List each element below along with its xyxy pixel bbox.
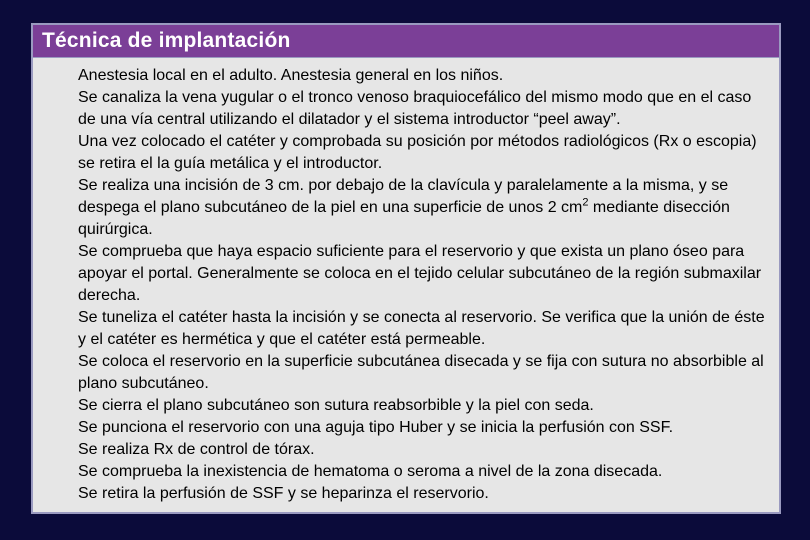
list-item	[33, 241, 779, 307]
list-item-text: Se retira la perfusión de SSF y se heparinza el reservorio.	[78, 485, 489, 502]
list-item	[33, 87, 779, 131]
superscript-2: 2	[582, 196, 589, 209]
list-item-text: Se punciona el reservorio con una aguja tipo Huber y se inicia la perfusión con SSF.	[78, 419, 674, 436]
list-item	[33, 131, 779, 175]
list-item	[33, 439, 779, 461]
list-item-text: Anestesia local en el adulto. Anestesia general en los niños.	[78, 67, 504, 84]
list-item-text: Se realiza una incisión de 3 cm. por debajo de la clavícula y paralelamente a la misma, y se despega el plano subcutáneo de la piel en una superficie de unos 2 cm	[78, 177, 729, 216]
list-item	[33, 351, 779, 395]
list-item	[33, 307, 779, 351]
title-bar	[33, 25, 779, 58]
list-item	[33, 395, 779, 417]
slide-title: Técnica de implantación	[42, 29, 291, 52]
list-item-text: Una vez colocado el catéter y comprobada su posición por métodos radiológicos (Rx o escopia) se retira el la guía metálica y el introductor.	[78, 133, 757, 172]
list-item	[33, 461, 779, 483]
list-item-text: Se comprueba la inexistencia de hematoma o seroma a nivel de la zona disecada.	[78, 463, 663, 480]
list-item-text: Se realiza Rx de control de tórax.	[78, 441, 315, 458]
list-item	[33, 483, 779, 505]
list-item-text: Se tuneliza el catéter hasta la incisión y se conecta al reservorio. Se verifica que la unión de éste y el catéter es hermética y que el catéter está permeable.	[78, 309, 765, 348]
content-card	[31, 23, 781, 514]
list-item-text: Se canaliza la vena yugular o el tronco venoso braquiocefálico del mismo modo que en el caso de una vía central utilizando el dilatador y el sistema introductor “peel away”.	[78, 89, 752, 128]
list-item	[33, 417, 779, 439]
list-item	[33, 175, 779, 241]
bullet-list	[33, 65, 779, 505]
list-item-text-continued: mediante disección quirúrgica.	[78, 199, 730, 238]
list-item	[33, 65, 779, 87]
list-item-text: Se coloca el reservorio en la superficie subcutánea disecada y se fija con sutura no absorbible al plano subcutáneo.	[78, 353, 764, 392]
list-item-text: Se comprueba que haya espacio suficiente para el reservorio y que exista un plano óseo para apoyar el portal. Generalmente se coloca en el tejido celular subcutáneo de la región submaxilar derecha.	[78, 243, 762, 304]
list-item-text: Se cierra el plano subcutáneo son sutura reabsorbible y la piel con seda.	[78, 397, 594, 414]
